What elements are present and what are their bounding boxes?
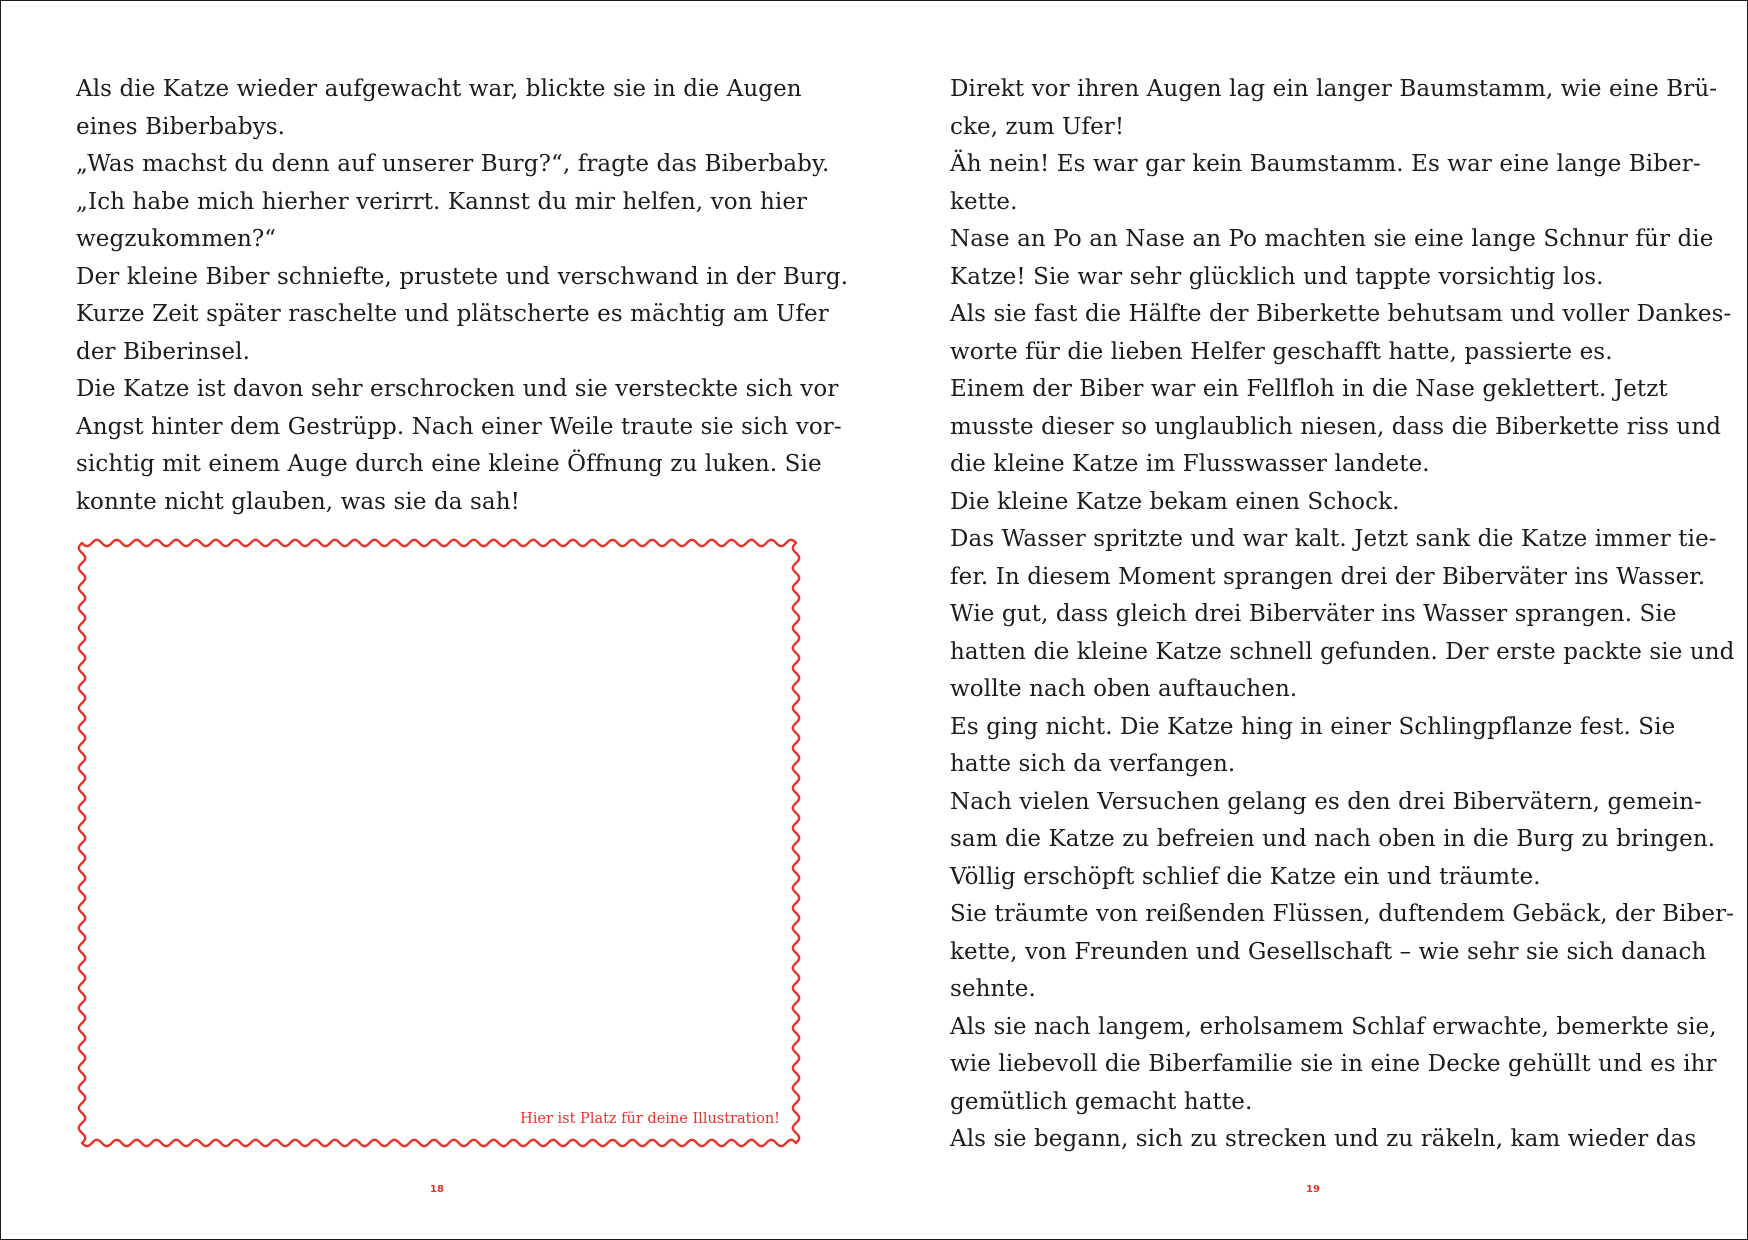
text-line: sam die Katze zu befreien und nach oben in die Burg zu bringen. <box>950 826 1716 852</box>
text-line: der Biberinsel. <box>76 338 250 365</box>
text-line: Kurze Zeit später raschelte und plätscherte es mächtig am Ufer <box>76 301 829 327</box>
text-line: Das Wasser spritzte und war kalt. Jetzt sank die Katze immer tie- <box>950 526 1717 552</box>
right-page <box>875 1 1748 1239</box>
text-line: sichtig mit einem Auge durch eine kleine Öffnung zu luken. Sie <box>76 451 822 477</box>
text-line: Völlig erschöpft schlief die Katze ein und träumte. <box>950 863 1541 890</box>
text-line: Der kleine Biber schniefte, prustete und verschwand in der Burg. <box>76 263 849 290</box>
text-line: kette. <box>950 188 1018 215</box>
text-line: „Was machst du denn auf unserer Burg?“, fragte das Biberbaby. <box>76 151 830 177</box>
text-line: Die kleine Katze bekam einen Schock. <box>950 488 1400 515</box>
text-line: musste dieser so unglaublich niesen, dass die Biberkette riss und <box>950 413 1722 440</box>
text-line: Nach vielen Versuchen gelang es den drei Bibervätern, gemein- <box>950 788 1702 815</box>
text-line: Angst hinter dem Gestrüpp. Nach einer Weile traute sie sich vor- <box>76 413 842 440</box>
text-line: Einem der Biber war ein Fellfloh in die Nase geklettert. Jetzt <box>950 376 1668 402</box>
text-line: die kleine Katze im Flusswasser landete. <box>950 451 1430 477</box>
text-line: Als sie begann, sich zu strecken und zu räkeln, kam wieder das <box>950 1126 1697 1152</box>
text-line: Als die Katze wieder aufgewacht war, blickte sie in die Augen <box>76 76 802 102</box>
text-line: cke, zum Ufer! <box>950 113 1125 140</box>
text-line: Die Katze ist davon sehr erschrocken und sie versteckte sich vor <box>76 376 839 402</box>
page-number-left: 18 <box>430 1184 444 1195</box>
illustration-caption: Hier ist Platz für deine Illustration! <box>520 1111 780 1127</box>
left-page-text <box>76 71 849 521</box>
text-line: hatten die kleine Katze schnell gefunden. Der erste packte sie und <box>950 638 1735 665</box>
illustration-frame[interactable] <box>76 537 802 1149</box>
text-line: gemütlich gemacht hatte. <box>950 1088 1253 1115</box>
text-line: kette, von Freunden und Gesellschaft – wie sehr sie sich danach <box>950 938 1707 965</box>
left-page <box>1 1 875 1239</box>
text-line: Katze! Sie war sehr glücklich und tappte vorsichtig los. <box>950 263 1604 290</box>
page-number-right: 19 <box>1306 1184 1320 1195</box>
text-line: Direkt vor ihren Augen lag ein langer Baumstamm, wie eine Brü- <box>950 76 1718 102</box>
text-line: konnte nicht glauben, was sie da sah! <box>76 488 520 515</box>
text-line: fer. In diesem Moment sprangen drei der Biberväter ins Wasser. <box>950 563 1706 590</box>
text-line: Es ging nicht. Die Katze hing in einer Schlingpflanze fest. Sie <box>950 713 1676 740</box>
wavy-border-path <box>79 540 799 1146</box>
text-line: sehnte. <box>950 976 1036 1002</box>
text-line: Nase an Po an Nase an Po machten sie eine lange Schnur für die <box>950 226 1714 252</box>
text-line: Wie gut, dass gleich drei Biberväter ins Wasser sprangen. Sie <box>950 601 1677 627</box>
text-line: hatte sich da verfangen. <box>950 751 1236 777</box>
text-line: wie liebevoll die Biberfamilie sie in eine Decke gehüllt und es ihr <box>950 1051 1717 1077</box>
text-line: wollte nach oben auftauchen. <box>950 676 1298 702</box>
text-line: Als sie fast die Hälfte der Biberkette behutsam und voller Dankes- <box>950 301 1732 327</box>
text-line: eines Biberbabys. <box>76 113 286 140</box>
right-page-text <box>950 71 1735 1159</box>
wavy-border <box>76 537 802 1149</box>
text-line: Als sie nach langem, erholsamem Schlaf erwachte, bemerkte sie, <box>950 1013 1717 1040</box>
text-line: „Ich habe mich hierher verirrt. Kannst du mir helfen, von hier <box>76 188 808 215</box>
text-line: Sie träumte von reißenden Flüssen, duftendem Gebäck, der Biber- <box>950 901 1735 927</box>
text-line: worte für die lieben Helfer geschafft hatte, passierte es. <box>950 338 1613 365</box>
text-line: wegzukommen?“ <box>76 226 277 252</box>
text-line: Äh nein! Es war gar kein Baumstamm. Es war eine lange Biber- <box>950 151 1701 177</box>
